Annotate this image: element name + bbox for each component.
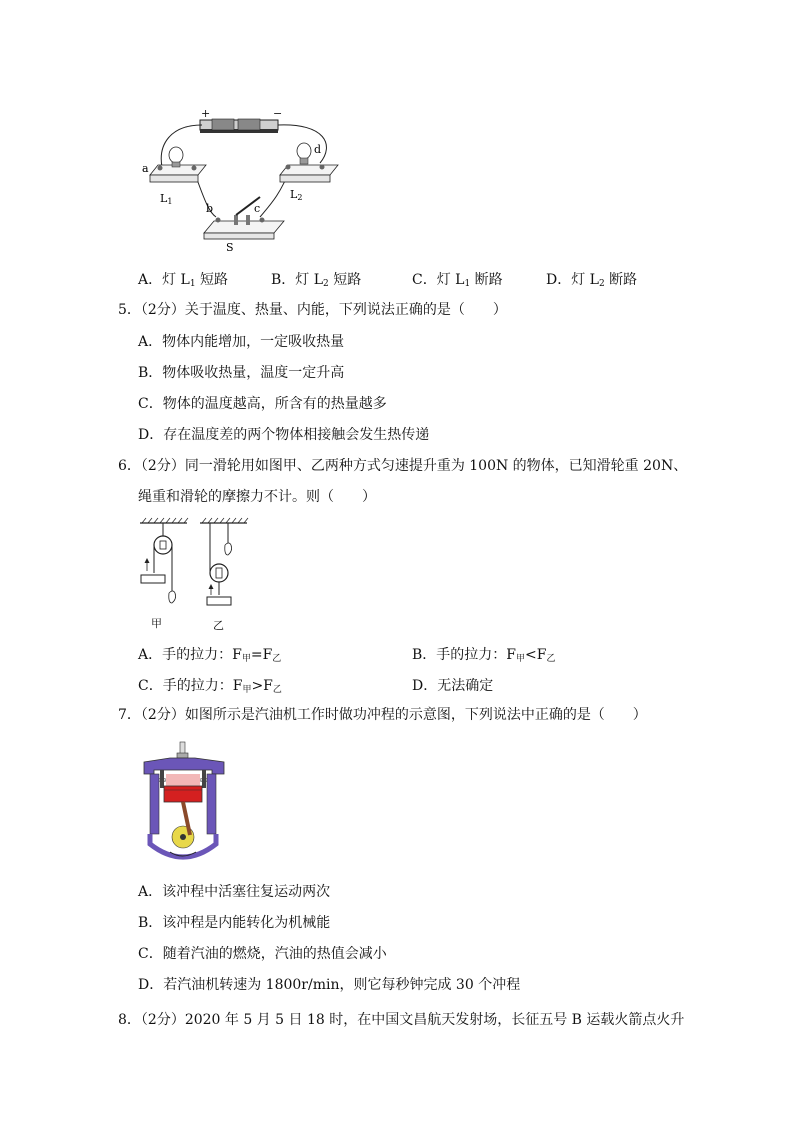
q4-option-a[interactable]: A．灯 $L_1$ 短路 bbox=[138, 272, 229, 289]
q5-stem: 5．（2分）关于温度、热量、内能，下列说法正确的是（ ） bbox=[118, 302, 507, 318]
battery-minus-label: − bbox=[273, 107, 283, 120]
engine-figure bbox=[140, 740, 235, 865]
q7-option-d[interactable]: D．若汽油机转速为 1800r/min，则它每秒钟完成 30 个冲程 bbox=[138, 977, 521, 993]
q5-option-a[interactable]: A．物体内能增加，一定吸收热量 bbox=[138, 334, 345, 350]
q6-option-d[interactable]: D．无法确定 bbox=[412, 678, 494, 694]
label-a: a bbox=[142, 162, 149, 175]
label-l2: L2 bbox=[290, 188, 303, 202]
label-s: S bbox=[226, 241, 234, 254]
pulley-figure bbox=[135, 515, 260, 635]
label-yi: 乙 bbox=[213, 619, 224, 632]
q4-option-b[interactable]: B．灯 $L_2$ 短路 bbox=[271, 272, 362, 289]
q6-option-a[interactable]: A．手的拉力：$F_甲=F_乙$ bbox=[138, 647, 282, 664]
label-b: b bbox=[206, 202, 214, 215]
label-c: c bbox=[254, 202, 261, 215]
q7-option-b[interactable]: B．该冲程是内能转化为机械能 bbox=[138, 915, 331, 931]
circuit-diagram bbox=[140, 105, 350, 255]
pulley-diagram bbox=[135, 515, 260, 635]
label-l1: L1 bbox=[160, 192, 173, 206]
q5-option-c[interactable]: C．物体的温度越高，所含有的热量越多 bbox=[138, 396, 387, 412]
q4-option-c[interactable]: C．灯 $L_1$ 断路 bbox=[412, 272, 503, 289]
label-d: d bbox=[314, 143, 322, 156]
q7-option-c[interactable]: C．随着汽油的燃烧，汽油的热值会减小 bbox=[138, 946, 387, 962]
q7-option-a[interactable]: A．该冲程中活塞往复运动两次 bbox=[138, 884, 331, 900]
battery-plus-label: + bbox=[201, 107, 211, 120]
q6-option-b[interactable]: B．手的拉力：$F_甲<F_乙$ bbox=[412, 647, 556, 664]
engine-diagram bbox=[140, 740, 235, 865]
q5-option-b[interactable]: B．物体吸收热量，温度一定升高 bbox=[138, 365, 345, 381]
q4-option-d[interactable]: D．灯 $L_2$ 断路 bbox=[546, 272, 638, 289]
q7-stem: 7．（2分）如图所示是汽油机工作时做功冲程的示意图，下列说法中正确的是（ ） bbox=[118, 707, 647, 723]
q6-option-c[interactable]: C．手的拉力：$F_甲>F_乙$ bbox=[138, 678, 282, 695]
q5-option-d[interactable]: D．存在温度差的两个物体相接触会发生热传递 bbox=[138, 427, 430, 443]
q8-stem: 8．（2分）2020 年 5 月 5 日 18 时，在中国文昌航天发射场，长征五号 B 运载火箭点火升 bbox=[118, 1012, 685, 1028]
label-jia: 甲 bbox=[151, 617, 162, 630]
q6-stem-line1: 6．（2分）同一滑轮用如图甲、乙两种方式匀速提升重为 100N 的物体，已知滑轮重 20N、 bbox=[118, 458, 688, 474]
circuit-figure bbox=[140, 105, 350, 255]
q6-stem-line2: 绳重和滑轮的摩擦力不计。则（ ） bbox=[138, 489, 376, 505]
